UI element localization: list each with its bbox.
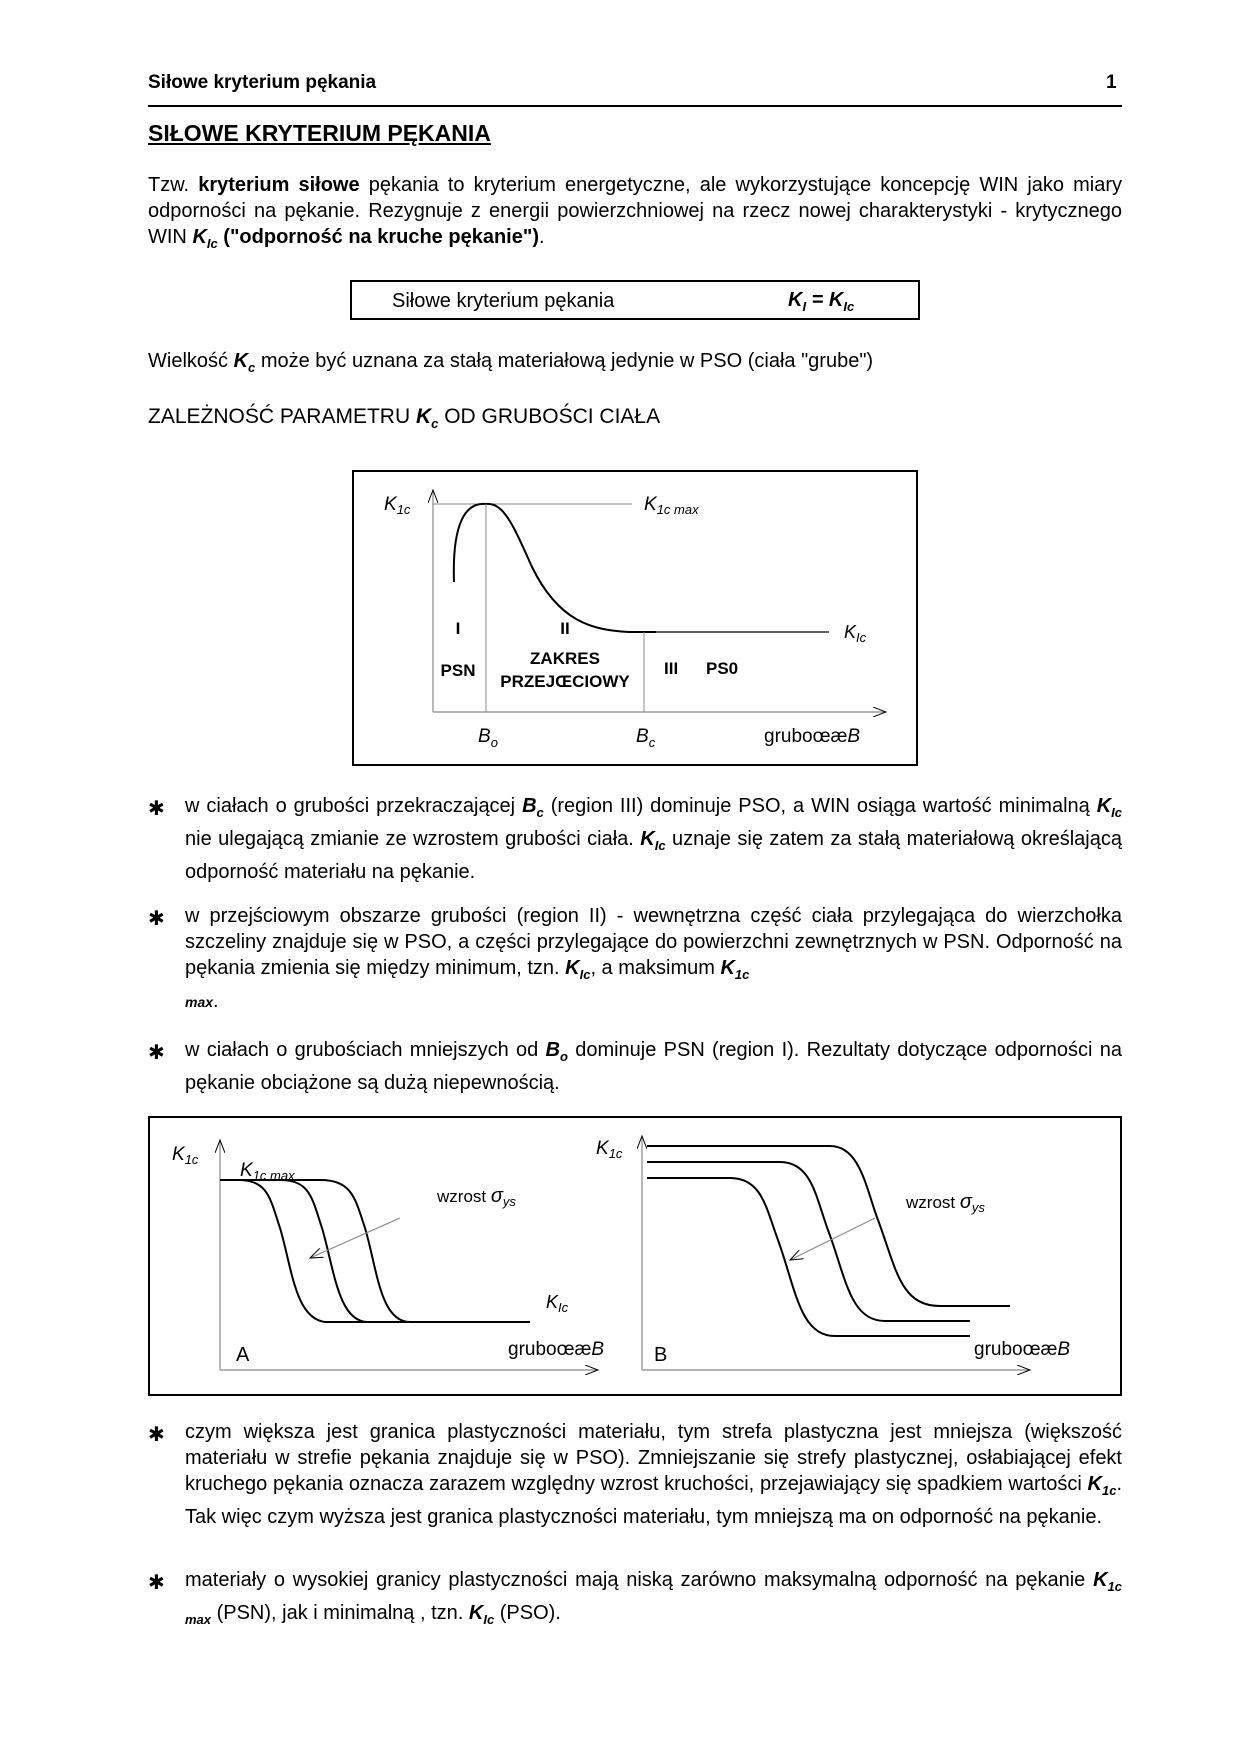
criterion-formula: $K_I = K_{Ic}$ (788, 289, 855, 314)
intro-paragraph: Tzw. kryterium siłowe pękania to kryterium energetyczne, ale wykorzystujące koncepcję WIN jako miary odporności na pękanie. Rezygnuje z energii powierzchniowej na rzecz nowej charakterystyki - krytycznego WIN $K_{Ic}$ ("odporność na kruche pękanie"). (148, 174, 1123, 251)
criterion-box (350, 280, 920, 320)
panel-a-increase-arrow (310, 1218, 400, 1258)
panel-b-curve-low-sigma (647, 1146, 1010, 1306)
bullet-item: w ciałach o grubości przekraczającej $B_c$ (region III) dominuje PSO, a WIN osiąga wartość minimalną $K_{Ic}$ nie ulegającą zmianie ze wzrostem grubości ciała. $K_{Ic}$ uznaje się zatem za stałą materiałową określającą odporność materiału na pękanie. (185, 795, 1122, 883)
page-number: 1 (1106, 72, 1117, 93)
region-3-name: PS0 (706, 659, 739, 678)
running-header-title: Siłowe kryterium pękania (148, 72, 377, 93)
y-axis-label: $K_{1c}$ (384, 494, 411, 517)
panel-b-curve-mid-sigma (647, 1162, 970, 1321)
figure-yield-strength-effect (148, 1116, 1122, 1396)
panel-b (596, 1136, 1070, 1370)
kc-note: Wielkość $K_c$ może być uznana za stałą materiałową jedynie w PSO (ciała "grube") (148, 350, 874, 375)
bullet-icon: ✱ (148, 1572, 165, 1594)
document-title: SIŁOWE KRYTERIUM PĘKANIA (148, 120, 491, 146)
panel-a-label: A (236, 1344, 250, 1366)
region-3-number: III (664, 659, 679, 678)
figure-kc-vs-thickness-svg (354, 472, 916, 764)
bullet-item: materiały o wysokiej granicy plastyczności mają niską zarówno maksymalną odporność na pękanie $K_{1c max}$ (PSN), jak i minimalną , tzn. $K_{Ic}$ (PSO). (185, 1569, 1122, 1627)
kmax-label: $K_{1c max}$ (644, 494, 699, 517)
bullet-item: w ciałach o grubościach mniejszych od $B_o$ dominuje PSN (region I). Rezultaty dotyczące odporności na pękanie obciążone są dużą niepewnością. (185, 1039, 1122, 1094)
region-1-number: I (455, 619, 461, 638)
kmin-label: $K_{Ic}$ (844, 622, 867, 645)
b0-label: $B_o$ (478, 726, 498, 750)
bullet-item: w przejściowym obszarze grubości (region II) - wewnętrzna część ciała przylegająca do wierzchołka szczeliny znajduje się w PSO, a części przylegające do powierzchni zewnętrznych w PSN. Odporność na pękania zmienia się między minimum, tzn. $K_{Ic}$, a maksimum $K_{1c}$ max. (185, 905, 1122, 1012)
criterion-label: Siłowe kryterium pękania (392, 290, 615, 312)
panel-a (172, 1140, 604, 1370)
panel-a-x-label: gruboœæB (508, 1339, 605, 1360)
bullet-icon: ✱ (148, 1042, 165, 1064)
bullet-icon: ✱ (148, 798, 165, 820)
figure-kc-vs-thickness (352, 470, 918, 766)
header-rule (148, 105, 1122, 107)
region-2-name-line2: PRZEJŒCIOWY (500, 672, 630, 691)
bullet-icon: ✱ (148, 1424, 165, 1446)
panel-b-label: B (654, 1344, 668, 1366)
section-heading: ZALEŻNOŚĆ PARAMETRU $K_c$ OD GRUBOŚCI CIAŁA (148, 405, 661, 432)
panel-a-increase-label: wzrost $\sigma_{ys}$ (437, 1185, 516, 1209)
panel-b-increase-arrow (790, 1218, 875, 1260)
bullet-item: czym większa jest granica plastyczności materiału, tym strefa plastyczna jest mniejsza (większość materiału w strefie pękania znajduje się w PSO). Zmniejszanie się strefy plastycznej, osłabiającej efekt kruchego pękania oznacza zarazem względny wzrost kruchości, przejawiający się spadkiem wartości $K_{1c}$. Tak więc czym wyższa jest granica plastyczności materiału, tym mniejszą ma on odporność na pękanie. (185, 1421, 1122, 1528)
panel-b-x-label: gruboœæB (974, 1339, 1071, 1360)
panel-a-kmax-label: $K_{1c max}$ (240, 1160, 295, 1183)
panel-b-y-label: $K_{1c}$ (596, 1138, 623, 1161)
x-axis-label: gruboœæB (764, 726, 861, 747)
bc-label: $B_c$ (636, 726, 656, 750)
region-1-name: PSN (440, 661, 476, 680)
region-2-name-line1: ZAKRES (530, 649, 600, 668)
bullet-icon: ✱ (148, 908, 165, 930)
panel-a-y-label: $K_{1c}$ (172, 1144, 199, 1167)
figure-yield-strength-effect-svg (150, 1118, 1120, 1394)
kc-curve (454, 504, 656, 632)
panel-a-kmin-label: $K_{Ic}$ (546, 1292, 569, 1315)
panel-b-increase-label: wzrost $\sigma_{ys}$ (906, 1191, 985, 1215)
region-2-number: II (560, 619, 570, 638)
